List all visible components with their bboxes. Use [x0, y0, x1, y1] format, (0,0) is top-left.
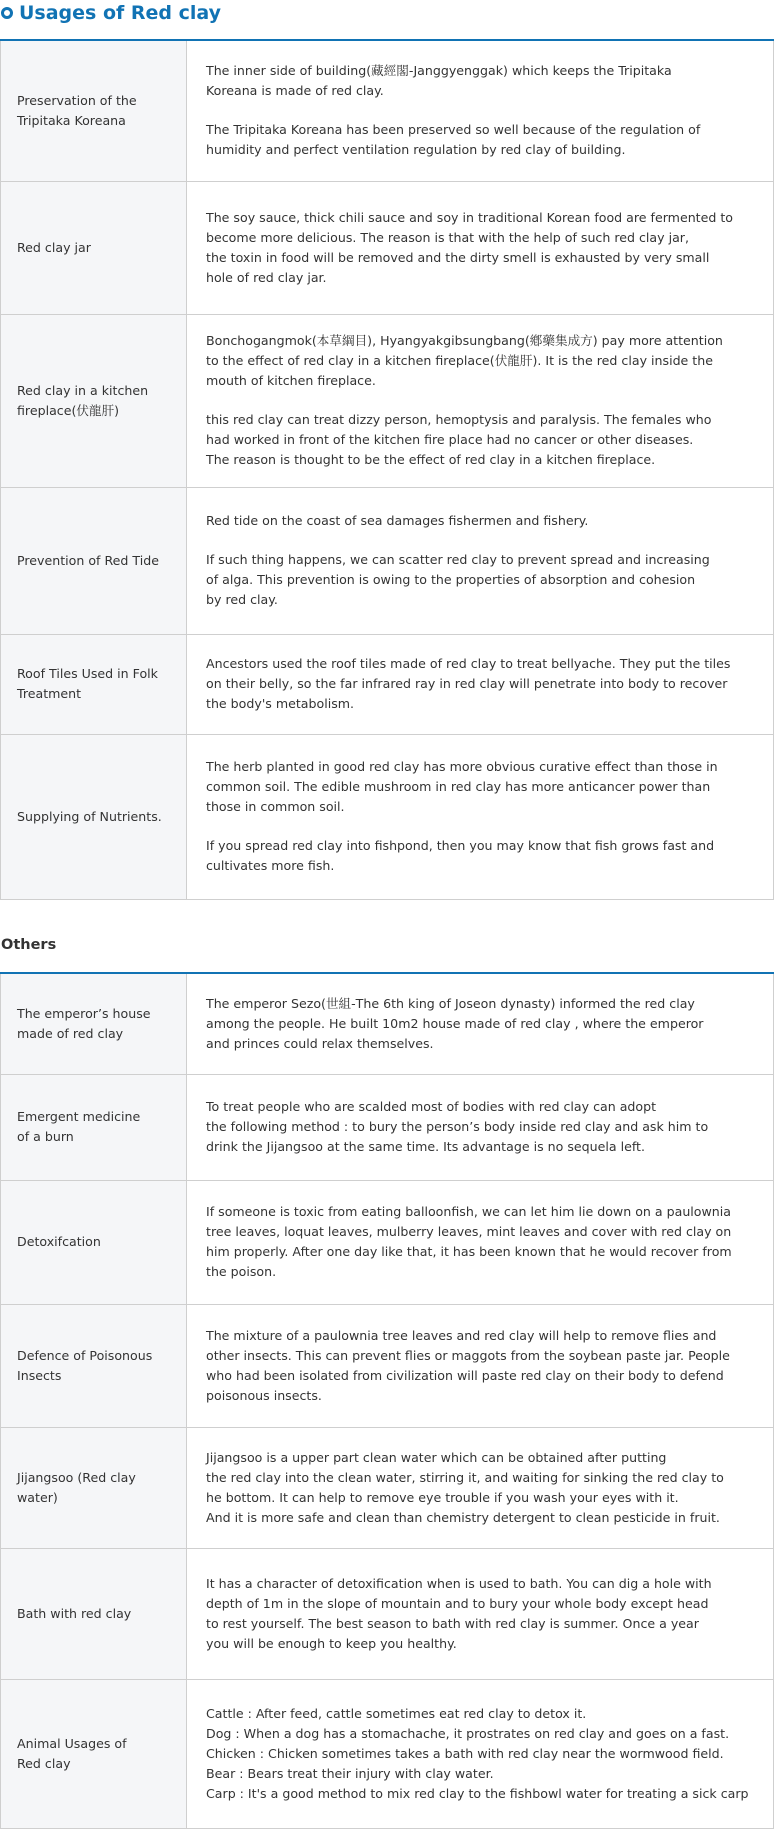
description-line: the body's metabolism.: [206, 696, 355, 711]
description-line: The reason is thought to be the effect of red clay in a kitchen fireplace.: [206, 452, 656, 467]
description-line: among the people. He built 10m2 house made of red clay , where the emperor: [206, 1015, 704, 1031]
page-title: [0, 0, 775, 26]
row-label-line: of a burn: [17, 1129, 74, 1144]
row-label: [1, 1427, 187, 1548]
description-line: had worked in front of the kitchen fire place had no cancer or other diseases.: [206, 432, 694, 447]
row-description: [187, 973, 774, 1074]
description-paragraph: [206, 120, 765, 160]
row-description: [187, 181, 774, 314]
description-line: those in common soil.: [206, 799, 345, 814]
row-label-line: Treatment: [17, 686, 82, 701]
description-line: poisonous insects.: [206, 1387, 322, 1403]
row-description: [187, 1304, 774, 1427]
description-line: become more delicious. The reason is that with the help of such red clay jar,: [206, 229, 689, 245]
row-description: [187, 734, 774, 899]
table-row: [1, 1548, 774, 1679]
description-line: this red clay can treat dizzy person, hemoptysis and paralysis. The females who: [206, 412, 712, 427]
row-label-line: water): [17, 1489, 58, 1505]
row-label-line: Insects: [17, 1367, 62, 1383]
description-line: Dog : When a dog has a stomachache, it prostrates on red clay and goes on a fast.: [206, 1725, 730, 1741]
description-line: Jijangsoo is a upper part clean water which can be obtained after putting: [206, 1449, 667, 1465]
row-label-line: Red clay in a kitchen: [17, 382, 149, 398]
table-row: [1, 1427, 774, 1548]
description-paragraph: [206, 331, 765, 391]
description-line: The soy sauce, thick chili sauce and soy in traditional Korean food are fermented to: [206, 209, 733, 225]
description-line: he bottom. It can help to remove eye trouble if you wash your eyes with it.: [206, 1489, 679, 1505]
row-description: [187, 1548, 774, 1679]
description-line: cultivates more fish.: [206, 858, 335, 873]
description-line: the toxin in food will be removed and the dirty smell is exhausted by very small: [206, 249, 710, 265]
table-row: [1, 181, 774, 314]
description-line: depth of 1m in the slope of mountain and to bury your whole body except head: [206, 1595, 709, 1611]
description-line: of alga. This prevention is owing to the properties of absorption and cohesion: [206, 572, 696, 587]
row-label-line: Prevention of Red Tide: [17, 552, 159, 568]
table-row: [1, 1679, 774, 1828]
description-line: It has a character of detoxification when is used to bath. You can dig a hole with: [206, 1575, 712, 1591]
row-label: [1, 487, 187, 634]
row-label-line: Defence of Poisonous: [17, 1347, 153, 1363]
row-label: [1, 1679, 187, 1828]
description-line: common soil. The edible mushroom in red clay has more anticancer power than: [206, 779, 711, 794]
row-label-line: made of red clay: [17, 1025, 124, 1041]
description-paragraph: [206, 654, 765, 714]
row-description: [187, 1180, 774, 1304]
table-row: [1, 734, 774, 899]
description-line: Red tide on the coast of sea damages fishermen and fishery.: [206, 513, 589, 528]
row-label-line: The emperor’s house: [17, 1005, 151, 1021]
row-description: [187, 314, 774, 487]
description-paragraph: [206, 550, 765, 610]
description-line: the red clay into the clean water, stirring it, and waiting for sinking the red clay to: [206, 1469, 724, 1485]
description-line: tree leaves, loquat leaves, mulberry leaves, mint leaves and cover with red clay on: [206, 1224, 732, 1239]
row-label-line: fireplace(伏龍肝): [17, 402, 120, 418]
description-line: To treat people who are scalded most of bodies with red clay can adopt: [206, 1099, 657, 1114]
description-line: The herb planted in good red clay has more obvious curative effect than those in: [206, 759, 718, 774]
description-line: The inner side of building(藏經閣-Janggyenggak) which keeps the Tripitaka: [206, 63, 672, 79]
row-label-line: Animal Usages of: [17, 1735, 127, 1751]
description-line: humidity and perfect ventilation regulation by red clay of building.: [206, 142, 626, 158]
description-line: to rest yourself. The best season to bath with red clay is summer. Once a year: [206, 1615, 699, 1631]
description-line: And it is more safe and clean than chemistry detergent to clean pesticide in fruit.: [206, 1509, 720, 1525]
row-description: [187, 1427, 774, 1548]
row-label: [1, 634, 187, 734]
description-line: If such thing happens, we can scatter red clay to prevent spread and increasing: [206, 552, 710, 567]
page-title-text: Usages of Red clay: [19, 2, 222, 24]
description-line: drink the Jijangsoo at the same time. Its advantage is no sequela left.: [206, 1139, 645, 1154]
row-label: [1, 40, 187, 181]
table-row: [1, 634, 774, 734]
description-paragraph: [206, 836, 765, 876]
usages-table: [0, 39, 774, 900]
description-line: the poison.: [206, 1264, 277, 1279]
row-label: [1, 1548, 187, 1679]
description-line: to the effect of red clay in a kitchen fireplace(伏龍肝). It is the red clay inside the: [206, 353, 713, 368]
description-paragraph: [206, 1097, 765, 1157]
description-paragraph: [206, 757, 765, 817]
description-paragraph: [206, 1704, 765, 1804]
description-line: If someone is toxic from eating balloonfish, we can let him lie down on a paulownia: [206, 1204, 732, 1219]
description-line: mouth of kitchen fireplace.: [206, 373, 376, 388]
description-line: who had been isolated from civilization will paste red clay on their body to defend: [206, 1367, 724, 1383]
table-row: [1, 314, 774, 487]
row-label-line: Red clay jar: [17, 239, 91, 255]
circle-bullet-icon: [1, 7, 13, 19]
others-heading: Others: [1, 937, 57, 953]
description-paragraph: [206, 208, 765, 288]
description-line: other insects. This can prevent flies or maggots from the soybean paste jar. People: [206, 1347, 730, 1363]
description-line: hole of red clay jar.: [206, 269, 327, 285]
description-paragraph: [206, 410, 765, 470]
description-line: and princes could relax themselves.: [206, 1035, 434, 1051]
row-label: [1, 1074, 187, 1180]
description-line: Bonchogangmok(本草綱目), Hyangyakgibsungbang(鄕藥集成方) pay more attention: [206, 333, 723, 348]
description-line: If you spread red clay into fishpond, then you may know that fish grows fast and: [206, 838, 715, 853]
row-label-line: Emergent medicine: [17, 1109, 141, 1124]
row-label-line: Supplying of Nutrients.: [17, 808, 162, 824]
description-paragraph: [206, 1202, 765, 1282]
row-description: [187, 1074, 774, 1180]
description-line: Ancestors used the roof tiles made of red clay to treat bellyache. They put the tiles: [206, 656, 731, 671]
table-row: [1, 973, 774, 1074]
description-line: The mixture of a paulownia tree leaves and red clay will help to remove flies and: [206, 1327, 717, 1343]
row-description: [187, 634, 774, 734]
description-line: the following method : to bury the person’s body inside red clay and ask him to: [206, 1119, 709, 1134]
row-label: [1, 734, 187, 899]
row-label-line: Roof Tiles Used in Folk: [17, 666, 158, 681]
description-paragraph: [206, 61, 765, 101]
row-label: [1, 314, 187, 487]
description-paragraph: [206, 511, 765, 531]
table-row: [1, 487, 774, 634]
description-line: The Tripitaka Koreana has been preserved so well because of the regulation of: [206, 122, 701, 138]
row-label: [1, 1180, 187, 1304]
row-label-line: Tripitaka Koreana: [17, 112, 126, 128]
row-description: [187, 1679, 774, 1828]
description-line: Koreana is made of red clay.: [206, 83, 384, 99]
description-line: Carp : It's a good method to mix red clay to the fishbowl water for treating a sick carp: [206, 1785, 749, 1801]
table-row: [1, 1074, 774, 1180]
table-row: [1, 40, 774, 181]
table-row: [1, 1304, 774, 1427]
description-paragraph: [206, 1448, 765, 1528]
description-paragraph: [206, 994, 765, 1054]
description-line: on their belly, so the far infrared ray in red clay will penetrate into body to recover: [206, 676, 728, 691]
description-line: by red clay.: [206, 592, 278, 607]
row-label: [1, 181, 187, 314]
description-line: Bear : Bears treat their injury with clay water.: [206, 1765, 494, 1781]
row-label: [1, 1304, 187, 1427]
row-label-line: Detoxifcation: [17, 1234, 101, 1249]
row-label-line: Bath with red clay: [17, 1605, 132, 1621]
row-label: [1, 973, 187, 1074]
description-line: him properly. After one day like that, it has been known that he would recover from: [206, 1244, 732, 1259]
table-row: [1, 1180, 774, 1304]
description-line: Cattle : After feed, cattle sometimes eat red clay to detox it.: [206, 1705, 587, 1721]
description-paragraph: [206, 1574, 765, 1654]
row-label-line: Red clay: [17, 1755, 71, 1771]
description-paragraph: [206, 1326, 765, 1406]
description-line: you will be enough to keep you healthy.: [206, 1635, 457, 1651]
description-line: Chicken : Chicken sometimes takes a bath with red clay near the wormwood field.: [206, 1745, 724, 1761]
row-description: [187, 40, 774, 181]
row-label-line: Preservation of the: [17, 92, 137, 108]
row-description: [187, 487, 774, 634]
others-table: [0, 972, 774, 1829]
description-line: The emperor Sezo(世組-The 6th king of Joseon dynasty) informed the red clay: [206, 995, 695, 1011]
row-label-line: Jijangsoo (Red clay: [17, 1469, 136, 1485]
